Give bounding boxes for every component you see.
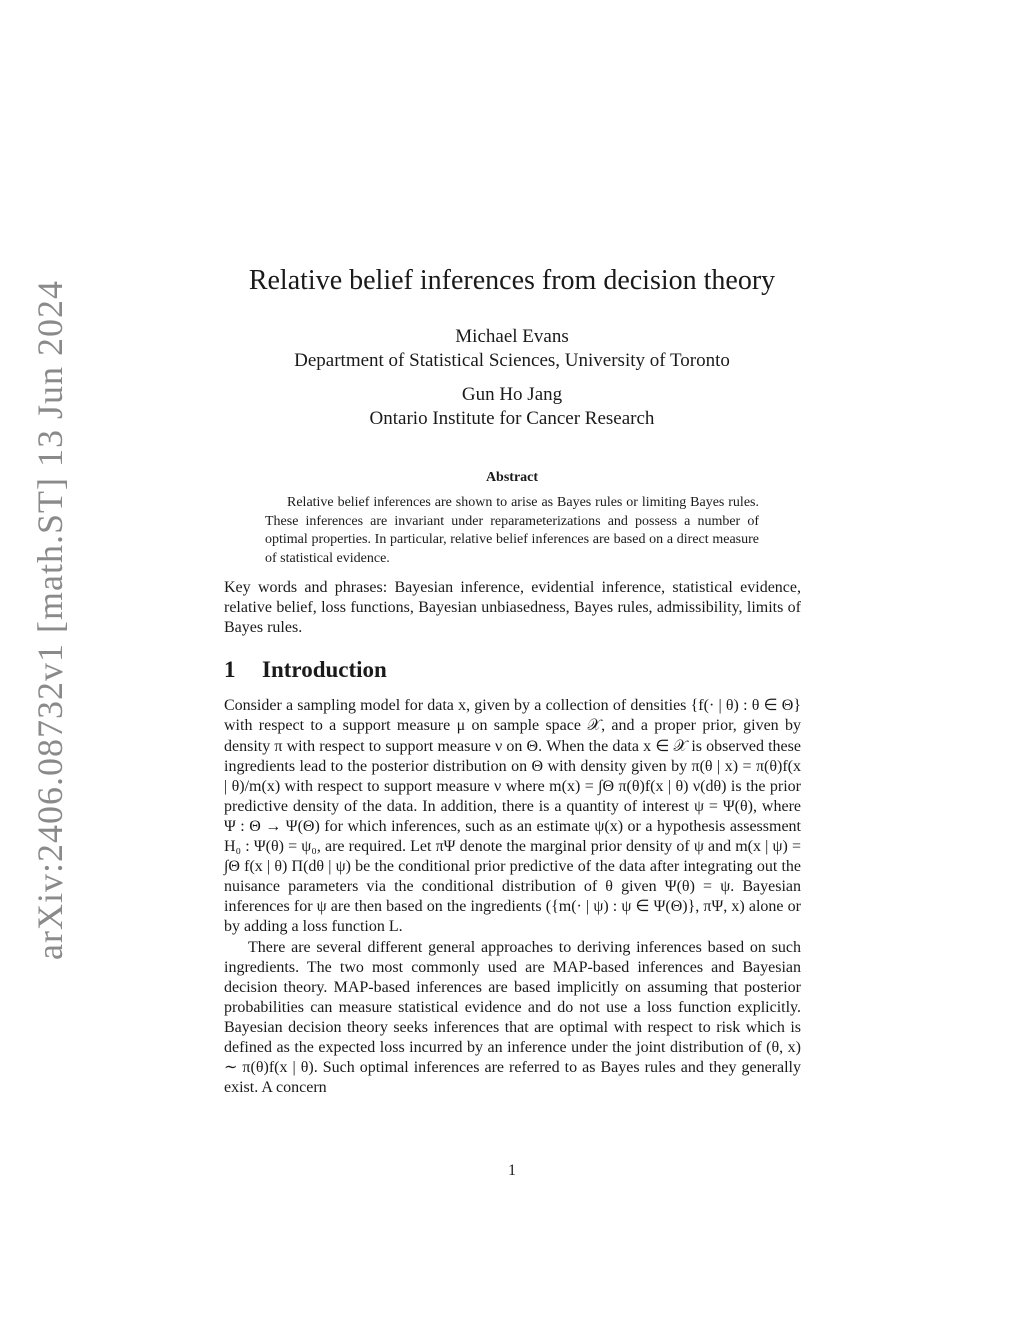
author-name: Michael Evans [455, 326, 569, 347]
abstract [265, 470, 759, 568]
section-heading [224, 657, 801, 683]
page-number: 1 [508, 1162, 516, 1179]
author-block [0, 325, 1024, 373]
keywords: Key words and phrases: Bayesian inference, evidential inference, statistical evidence, relative belief, loss functions, Bayesian unbiasedness, Bayes rules, admissibility, limits of Bayes rules. [224, 579, 801, 637]
author-name: Gun Ho Jang [461, 384, 563, 405]
author-block [0, 383, 1024, 431]
author-list [0, 325, 1024, 441]
author-affiliation: Ontario Institute for Cancer Research [369, 408, 655, 429]
paragraph: Consider a sampling model for data x, given by a collection of densities {f(· | θ) : θ ∈ Θ} with respect to a support measure μ on sample space 𝒳, and a proper prior, given by density π with respect to support measure ν on Θ. When the data x ∈ 𝒳 is observed these ingredients lead to the posterior distribution on Θ with density given by π(θ | x) = π(θ)f(x | θ)/m(x) with respect to support measure ν where m(x) = ∫Θ π(θ)f(x | θ) ν(dθ) is the prior predictive density of the data. In addition, there is a quantity of interest ψ = Ψ(θ), where Ψ : Θ → Ψ(Θ) for which inferences, such as an estimate ψ(x) or a hypothesis assessment H₀ : Ψ(θ) = ψ₀, are required. Let πΨ denote the marginal prior density of ψ and m(x | ψ) = ∫Θ f(x | θ) Π(dθ | ψ) be the conditional prior predictive of the data after integrating out the nuisance parameters via the conditional distribution of θ given Ψ(θ) = ψ. Bayesian inferences for ψ are then based on the ingredients ({m(· | ψ) : ψ ∈ Ψ(Θ)}, πΨ, x) alone or by adding a loss function L. [224, 697, 801, 936]
main-content [224, 578, 801, 1098]
paper-title: Relative belief inferences from decision theory [248, 265, 776, 296]
abstract-heading: Abstract [485, 470, 539, 485]
abstract-body: Relative belief inferences are shown to arise as Bayes rules or limiting Bayes rules. These inferences are invariant under reparameterizations and possess a number of optimal properties. In particular, relative belief inferences are based on a direct measure of statistical evidence. [265, 495, 759, 566]
arxiv-identifier: arXiv:2406.08732v1 [math.ST] 13 Jun 2024 [30, 280, 71, 960]
paragraph: There are several different general approaches to deriving inferences based on such ingredients. The two most commonly used are MAP-based inferences and Bayesian decision theory. MAP-based inferences are based implicitly on assuming that posterior probabilities can measure statistical evidence and do not use a loss function explicitly. Bayesian decision theory seeks inferences that are optimal with respect to risk which is defined as the expected loss incurred by an inference under the joint distribution of (θ, x) ∼ π(θ)f(x | θ). Such optimal inferences are referred to as Bayes rules and they generally exist. A concern [224, 938, 801, 1097]
section-title: Introduction [262, 657, 387, 683]
section-number: 1 [224, 657, 236, 683]
author-affiliation: Department of Statistical Sciences, University of Toronto [294, 350, 730, 371]
